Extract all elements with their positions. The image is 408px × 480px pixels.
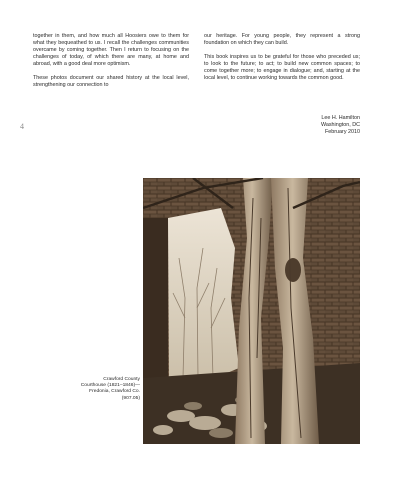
photo-caption xyxy=(58,377,140,402)
caption-line-3: Fredonia, Crawford Co. xyxy=(89,389,140,395)
courthouse-ruin-photo xyxy=(143,178,360,444)
left-text-column xyxy=(33,33,189,96)
caption-line-1: Crawford County xyxy=(103,377,140,382)
left-paragraph-2: These photos document our shared history at the local level, strengthening our connection to xyxy=(33,75,189,88)
signature-block xyxy=(204,115,360,136)
signature-place: Washington, DC xyxy=(320,122,360,128)
signature-name: Lee H. Hamilton xyxy=(321,115,360,121)
page-number: 4 xyxy=(20,122,24,131)
right-text-column xyxy=(204,33,360,89)
caption-line-4: (907.05) xyxy=(121,395,140,401)
left-paragraph-1: together in them, and how much all Hoosiers owe to them for what they bequeathed to us. I recall the challenges communities overcame by coming together. Then I return to focusing on the challenges of today, of which there are many, at home and abroad, with a good deal more optimism. xyxy=(33,33,189,67)
caption-line-2: Courthouse (1821–1846)— xyxy=(80,383,140,389)
right-paragraph-1: our heritage. For young people, they represent a strong foundation on which they can build. xyxy=(204,33,360,46)
right-paragraph-2: This book inspires us to be grateful for those who preceded us; to look to the future; to act; to build new common spaces; to come together more; to engage in dialogue; and, starting at the local level, to continue working towards the common good. xyxy=(204,54,360,81)
signature-date: February 2010 xyxy=(324,129,360,135)
